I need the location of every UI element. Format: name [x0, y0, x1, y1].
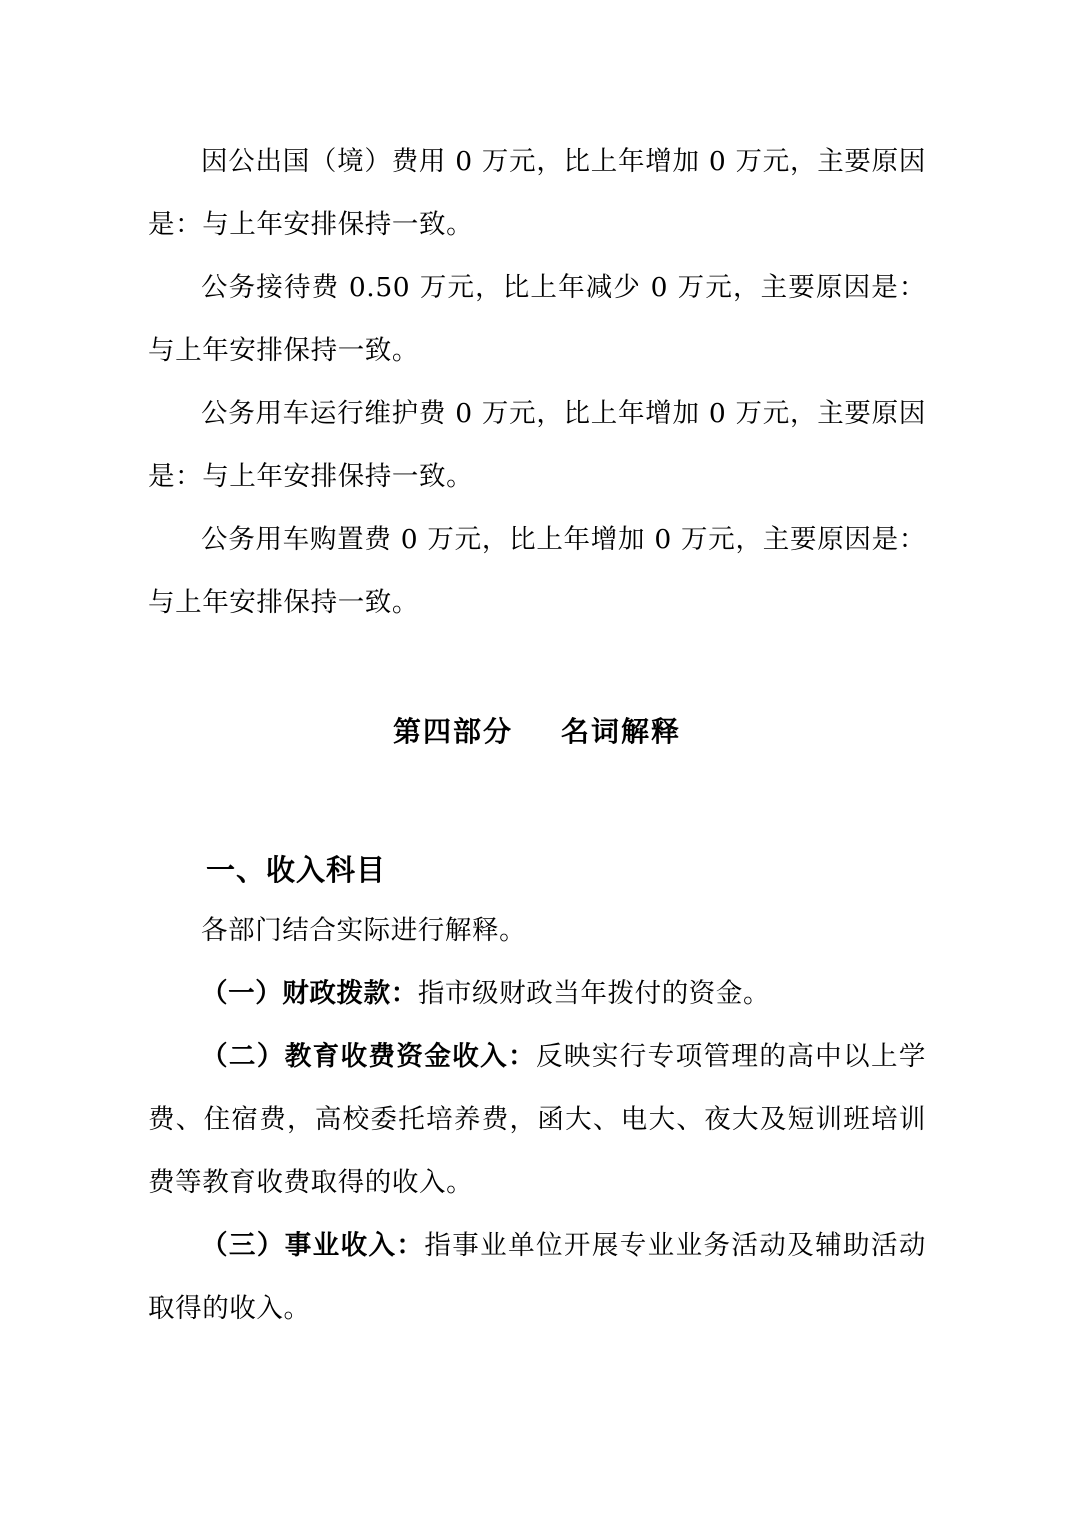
section-title-name: 名词解释 [561, 715, 682, 748]
term-label-3: （三）事业收入： [201, 1230, 425, 1261]
list-item-2 [148, 1025, 926, 1214]
paragraph-intro: 各部门结合实际进行解释。 [201, 915, 527, 946]
section-title [148, 700, 926, 763]
term-label-1: （一）财政拨款： [201, 978, 418, 1009]
paragraph-vehicle-purchase: 公务用车购置费 0 万元，比上年增加 0 万元，主要原因是：与上年安排保持一致。 [148, 524, 926, 618]
term-text-1: 指市级财政当年拨付的资金。 [417, 978, 771, 1009]
section-title-part: 第四部分 [392, 715, 513, 748]
term-text-3: 指事业单位开展专业业务活动及辅助活动取得的收入。 [148, 1230, 926, 1324]
document-body [148, 130, 926, 1340]
list-item-3 [148, 1214, 926, 1340]
list-item-1 [148, 962, 926, 1025]
paragraph-vehicle-maintenance: 公务用车运行维护费 0 万元，比上年增加 0 万元，主要原因是：与上年安排保持一致。 [148, 398, 926, 492]
paragraph-foreign-travel: 因公出国（境）费用 0 万元，比上年增加 0 万元，主要原因是：与上年安排保持一致。 [148, 146, 926, 240]
term-text-2: 反映实行专项管理的高中以上学费、住宿费，高校委托培养费，函大、电大、夜大及短训班培训费等教育收费取得的收入。 [148, 1041, 927, 1198]
heading-income-accounts: 一、收入科目 [206, 853, 387, 887]
term-label-2: （二）教育收费资金收入： [201, 1041, 536, 1072]
paragraph-official-reception: 公务接待费 0.50 万元，比上年减少 0 万元，主要原因是：与上年安排保持一致。 [148, 272, 926, 366]
